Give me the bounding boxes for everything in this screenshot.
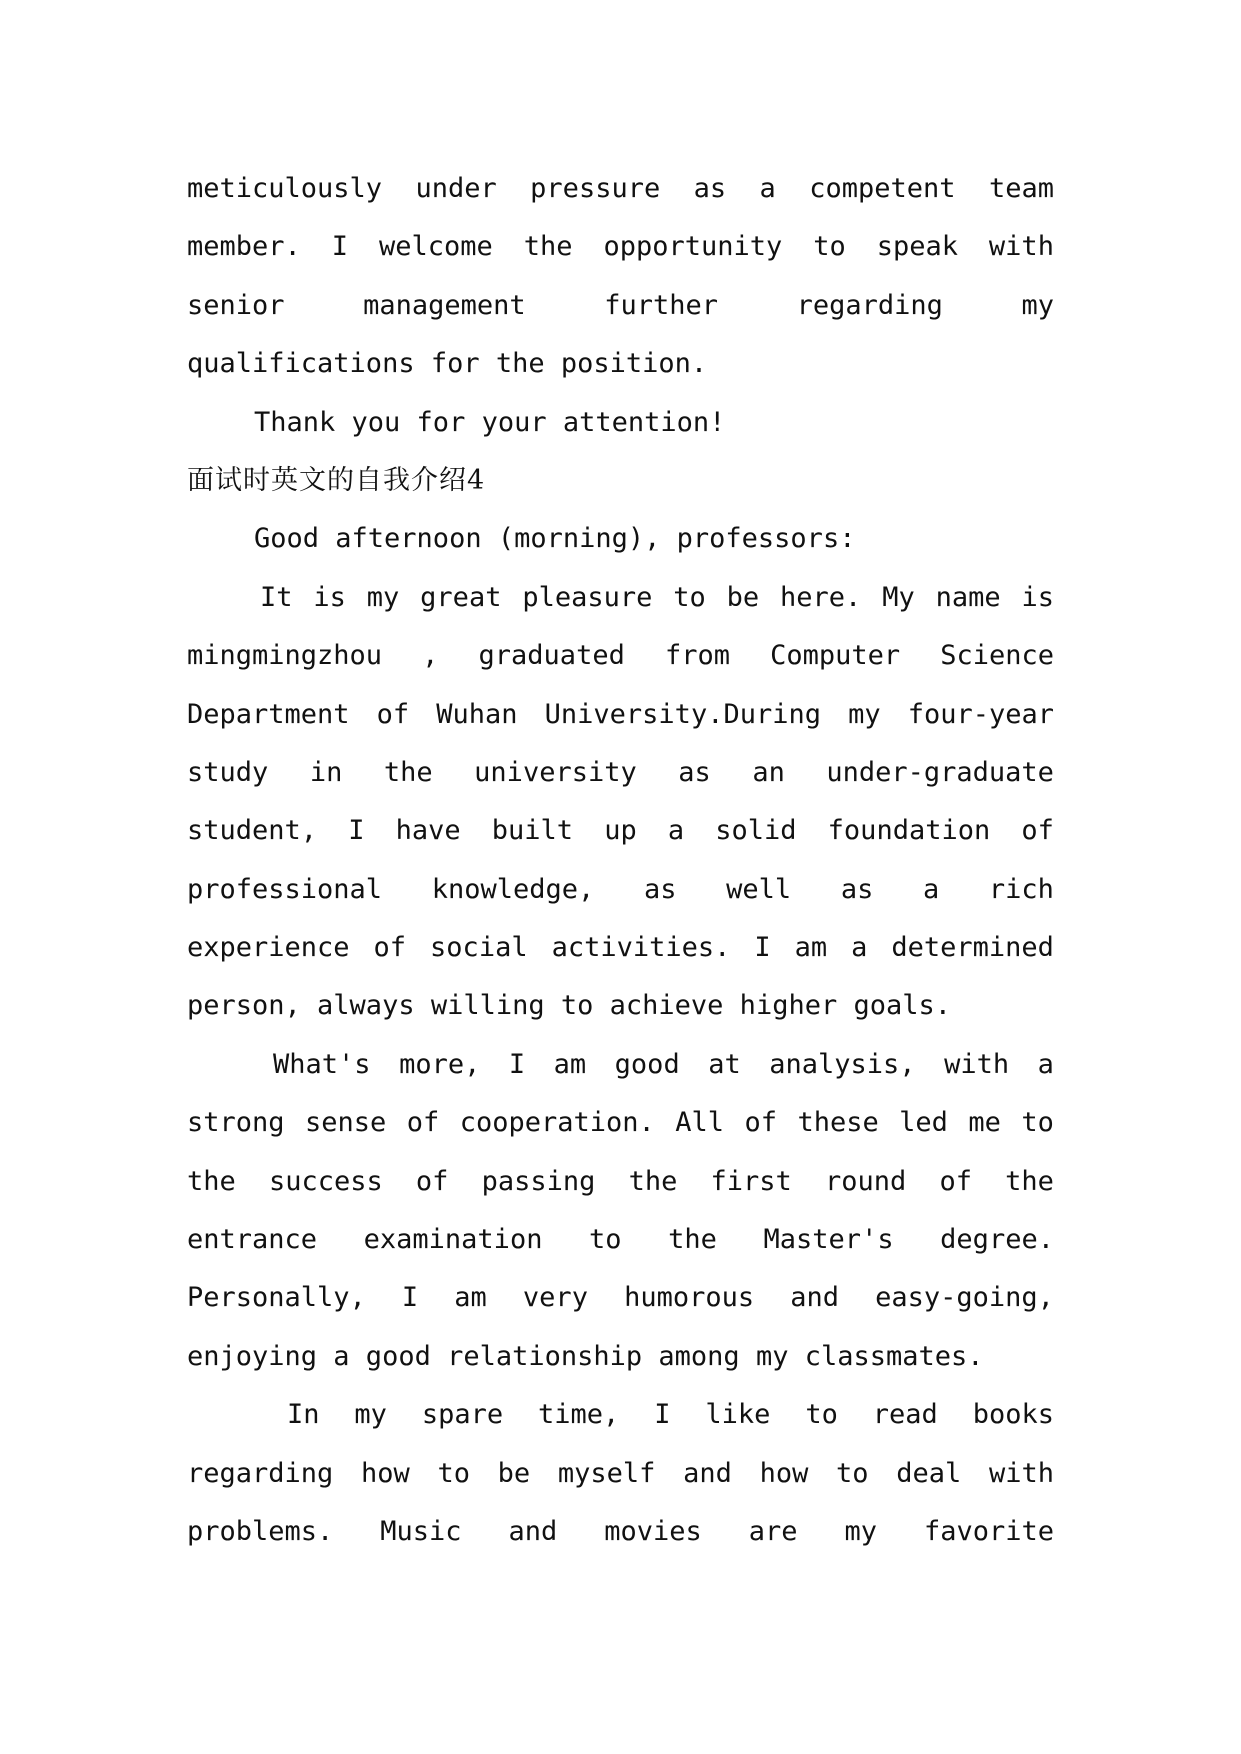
- word: member.: [187, 231, 301, 263]
- word: first: [710, 1165, 792, 1197]
- word: these: [797, 1107, 879, 1139]
- word: activities.: [551, 932, 731, 964]
- word: in: [309, 756, 343, 788]
- word: deal: [896, 1457, 962, 1489]
- word: with: [988, 231, 1054, 263]
- word: and: [790, 1282, 839, 1314]
- word: with: [944, 1048, 1010, 1080]
- section-heading: 面试时英文的自我介绍4: [187, 464, 486, 496]
- text-line: [187, 686, 1054, 744]
- word: be: [726, 581, 760, 613]
- text-line: [187, 1211, 1054, 1269]
- word: of: [406, 1107, 440, 1139]
- word: great: [420, 581, 502, 613]
- word: easy-going,: [875, 1282, 1054, 1314]
- word: solid: [715, 815, 797, 847]
- word: time,: [538, 1399, 620, 1431]
- word: to: [1021, 1107, 1054, 1139]
- text-line: enjoying a good relationship among my classmates.: [187, 1340, 984, 1372]
- word: It: [260, 581, 293, 613]
- word: Personally,: [187, 1282, 366, 1314]
- word: have: [395, 815, 461, 847]
- word: how: [361, 1457, 410, 1489]
- word: well: [726, 873, 792, 905]
- text-line: [187, 1503, 1054, 1561]
- word: the: [383, 756, 433, 788]
- text-line: [187, 277, 1054, 335]
- word: am: [454, 1282, 487, 1314]
- text-line: [187, 919, 1054, 977]
- word: to: [813, 231, 846, 263]
- word: entrance: [187, 1224, 318, 1256]
- text-line: [187, 1094, 1054, 1152]
- word: a: [1037, 1048, 1054, 1080]
- word: foundation: [827, 815, 991, 847]
- word: regarding: [187, 1457, 334, 1489]
- word: opportunity: [603, 231, 783, 263]
- word: Computer: [770, 640, 901, 672]
- text-line: [187, 1269, 1054, 1327]
- word: my: [366, 581, 400, 613]
- document-body: [187, 160, 1054, 1561]
- word: and: [508, 1515, 558, 1547]
- word: under-graduate: [826, 756, 1054, 788]
- text-line: Thank you for your attention!: [254, 406, 726, 438]
- word: of: [373, 932, 407, 964]
- word: me: [968, 1107, 1001, 1139]
- document-page: [187, 160, 1054, 1561]
- text-line: [187, 744, 1054, 802]
- word: read: [872, 1399, 938, 1431]
- word: am: [794, 932, 828, 964]
- word: management: [363, 289, 526, 321]
- word: as: [693, 173, 727, 204]
- word: of: [415, 1165, 449, 1197]
- word: to: [437, 1457, 470, 1489]
- word: analysis,: [769, 1048, 916, 1080]
- word: rich: [988, 873, 1054, 905]
- text-line: Good afternoon (morning), professors:: [254, 523, 856, 555]
- word: problems.: [187, 1515, 334, 1547]
- word: Department: [187, 698, 350, 730]
- word: myself: [557, 1457, 656, 1489]
- word: a: [667, 815, 685, 847]
- word: pleasure: [522, 581, 653, 613]
- word: degree.: [940, 1224, 1054, 1256]
- word: Wuhan: [436, 698, 518, 730]
- text-line: [187, 627, 1054, 685]
- text-line: [187, 218, 1054, 276]
- word: led: [899, 1107, 948, 1139]
- word: student,: [187, 815, 318, 847]
- word: I: [331, 231, 349, 263]
- word: professional: [187, 873, 383, 905]
- word: the: [668, 1224, 717, 1256]
- word: of: [744, 1107, 777, 1139]
- word: how: [759, 1457, 809, 1489]
- word: of: [1021, 815, 1054, 847]
- text-line: qualifications for the position.: [187, 348, 708, 380]
- word: here.: [780, 581, 862, 613]
- word: the: [187, 1165, 236, 1197]
- text-line: [187, 861, 1054, 919]
- word: as: [643, 873, 677, 905]
- word: favorite: [923, 1515, 1054, 1547]
- word: very: [522, 1282, 588, 1314]
- text-line: [187, 1153, 1054, 1211]
- word: to: [836, 1457, 869, 1489]
- text-line: [187, 569, 1054, 627]
- word: from: [664, 640, 730, 672]
- word: a: [851, 932, 868, 964]
- word: am: [553, 1048, 587, 1080]
- word: I: [401, 1282, 419, 1314]
- word: an: [752, 756, 785, 788]
- word: my: [354, 1399, 387, 1431]
- word: All: [675, 1107, 725, 1139]
- word: graduated: [478, 640, 625, 672]
- word: is: [313, 581, 346, 613]
- word: senior: [187, 289, 285, 321]
- word: to: [589, 1224, 622, 1256]
- word: social: [430, 932, 528, 964]
- word: I: [754, 932, 771, 964]
- word: passing: [481, 1165, 596, 1197]
- word: university: [474, 756, 637, 788]
- word: the: [628, 1165, 678, 1197]
- word: experience: [187, 932, 350, 964]
- word: welcome: [378, 231, 493, 263]
- word: good: [614, 1048, 680, 1080]
- word: My: [882, 581, 915, 613]
- word: Music: [380, 1515, 462, 1547]
- word: humorous: [624, 1282, 755, 1314]
- word: University.During: [544, 698, 821, 730]
- word: team: [988, 173, 1054, 204]
- word: as: [678, 756, 711, 788]
- word: speak: [876, 231, 958, 263]
- word: to: [673, 581, 706, 613]
- word: of: [939, 1165, 972, 1197]
- word: be: [497, 1457, 531, 1489]
- word: examination: [363, 1224, 543, 1256]
- text-line: [187, 1386, 1054, 1444]
- word: a: [922, 873, 940, 905]
- word: spare: [421, 1399, 504, 1431]
- word: What's: [273, 1048, 371, 1080]
- word: at: [708, 1048, 741, 1080]
- word: I: [348, 815, 365, 847]
- word: my: [1021, 289, 1054, 321]
- word: books: [972, 1399, 1054, 1431]
- text-line: [187, 160, 1054, 218]
- word: strong: [187, 1107, 285, 1139]
- word: success: [268, 1165, 383, 1197]
- word: movies: [604, 1515, 702, 1547]
- word: competent: [809, 173, 956, 204]
- text-line: [187, 802, 1054, 860]
- text-line: person, always willing to achieve higher goals.: [187, 990, 952, 1022]
- word: built: [491, 815, 574, 847]
- word: like: [705, 1399, 771, 1431]
- word: ,: [422, 640, 439, 672]
- word: determined: [891, 932, 1054, 964]
- word: my: [848, 698, 881, 730]
- word: under: [415, 173, 497, 204]
- word: Master's: [763, 1224, 894, 1256]
- word: are: [748, 1515, 798, 1547]
- word: four-year: [907, 698, 1054, 730]
- word: of: [376, 698, 410, 730]
- word: up: [604, 815, 637, 847]
- word: cooperation.: [459, 1107, 655, 1139]
- word: study: [187, 756, 269, 788]
- word: I: [508, 1048, 526, 1080]
- text-line: [187, 1445, 1054, 1503]
- word: is: [1021, 581, 1054, 613]
- text-line: [187, 1036, 1054, 1094]
- word: with: [988, 1457, 1054, 1489]
- word: a: [759, 173, 776, 204]
- word: meticulously: [187, 173, 383, 204]
- word: further: [604, 289, 719, 321]
- word: the: [523, 231, 573, 263]
- word: knowledge,: [431, 873, 595, 905]
- word: sense: [305, 1107, 387, 1139]
- word: the: [1005, 1165, 1054, 1197]
- word: to: [805, 1399, 838, 1431]
- word: more,: [399, 1048, 481, 1080]
- word: and: [683, 1457, 732, 1489]
- word: In: [287, 1399, 320, 1431]
- word: Science: [940, 640, 1054, 672]
- word: round: [824, 1165, 907, 1197]
- word: I: [654, 1399, 671, 1431]
- word: regarding: [796, 289, 943, 321]
- word: pressure: [530, 173, 661, 204]
- word: my: [844, 1515, 877, 1547]
- word: name: [935, 581, 1001, 613]
- word: mingmingzhou: [187, 640, 383, 672]
- word: as: [840, 873, 874, 905]
